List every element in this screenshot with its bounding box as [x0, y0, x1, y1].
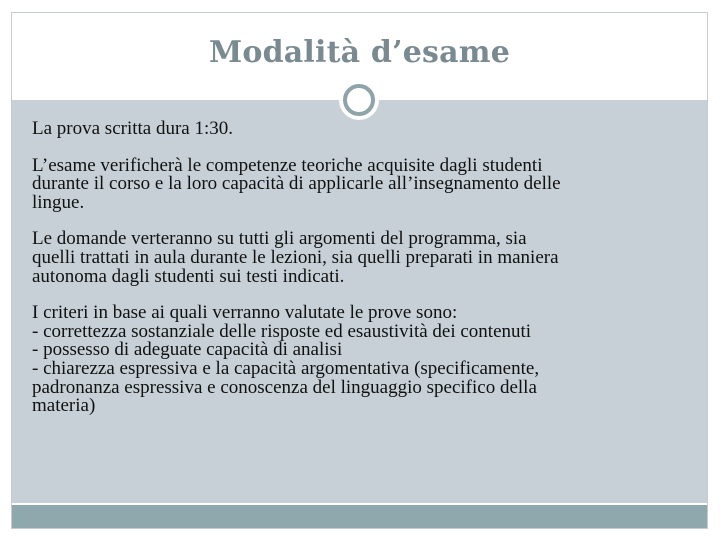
- paragraph-competences: L’esame verificherà le competenze teoriche acquisite dagli studenti durante il corso e la loro capacità di applicarle all’insegnamento delle lingue.: [32, 154, 561, 213]
- paragraph-duration: La prova scritta dura 1:30.: [32, 118, 234, 139]
- paragraph-questions: Le domande verteranno su tutti gli argomenti del programma, sia quelli trattati in aula durante le lezioni, sia quelli preparati in maniera autonoma dagli studenti sui testi indicati.: [32, 228, 559, 287]
- paragraph-criteria: I criteri in base ai quali verranno valutate le prove sono: - correttezza sostanziale delle risposte ed esaustività dei contenuti - possesso di adeguate capacità di analisi - chiarezza espressiva e la capacità argomentativa (specificamente, padronanza espressiva e conoscenza del linguaggio specifico della materia): [32, 302, 540, 417]
- slide-title: Modalità d’esame: [208, 35, 511, 70]
- ring-inner: [343, 84, 375, 116]
- bottom-band: [12, 505, 707, 528]
- slide-body: [32, 120, 692, 434]
- ring-icon: [339, 80, 379, 120]
